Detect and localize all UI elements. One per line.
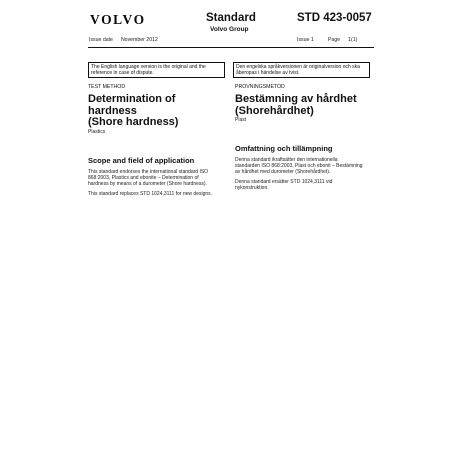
section-heading: Scope and field of application [88,155,195,165]
issue-date [89,37,158,43]
paragraph: This standard replaces STD 1024,3111 for new designs. [88,190,213,197]
page-label: Page [328,37,341,43]
issue-number: Issue 1 [297,37,314,43]
swedish-column [235,84,363,195]
document-title [235,94,363,117]
page-value: 1(1) [348,37,358,43]
issue-date-value: November 2012 [120,37,158,43]
title-line: (Shore hardness) [88,116,179,128]
volvo-logo: VOLVO [90,12,146,27]
category-label: PROVNINGSMETOD [235,84,285,90]
standard-number: STD 423-0057 [297,12,372,24]
page-number [328,37,357,43]
paragraph: Denna standard ersätter STD 1024,3111 vid nykonstruktion. [235,179,333,191]
notice-box-swedish: Den engelska språkversionen är originalversion och ska åberopas i händelse av tvist. [233,62,370,78]
issue-date-label: Issue date [89,37,113,43]
material-label: Plast [235,117,247,123]
section-heading: Omfattning och tillämpning [235,144,333,153]
title-line: Bestämning av hårdhet [235,93,357,105]
notice-box-english: The English language version is the original and the reference in case of dispute. [88,62,225,78]
english-column [88,84,216,201]
organization-name: Volvo Group [210,26,249,33]
paragraph: This standard endorses the international standard ISO 868:2003, Plastics and ebonite – Determination of hardness by means of a durometer (Shore hardness). [88,168,209,187]
title-line: Determination of hardness [88,93,176,117]
category-label: TEST METHOD [88,84,126,90]
material-label: Plastics [88,128,106,135]
document-type-title: Standard [206,12,256,24]
title-line: (Shorehårdhet) [235,104,314,117]
paragraph: Denna standard ikraftsätter den internationella standarden ISO 868:2003, Plast och ebonit – Bestämning av hårdhet med durometer (Shorehårdhet). [235,157,363,175]
document-title [88,94,216,129]
header-divider [88,47,374,48]
